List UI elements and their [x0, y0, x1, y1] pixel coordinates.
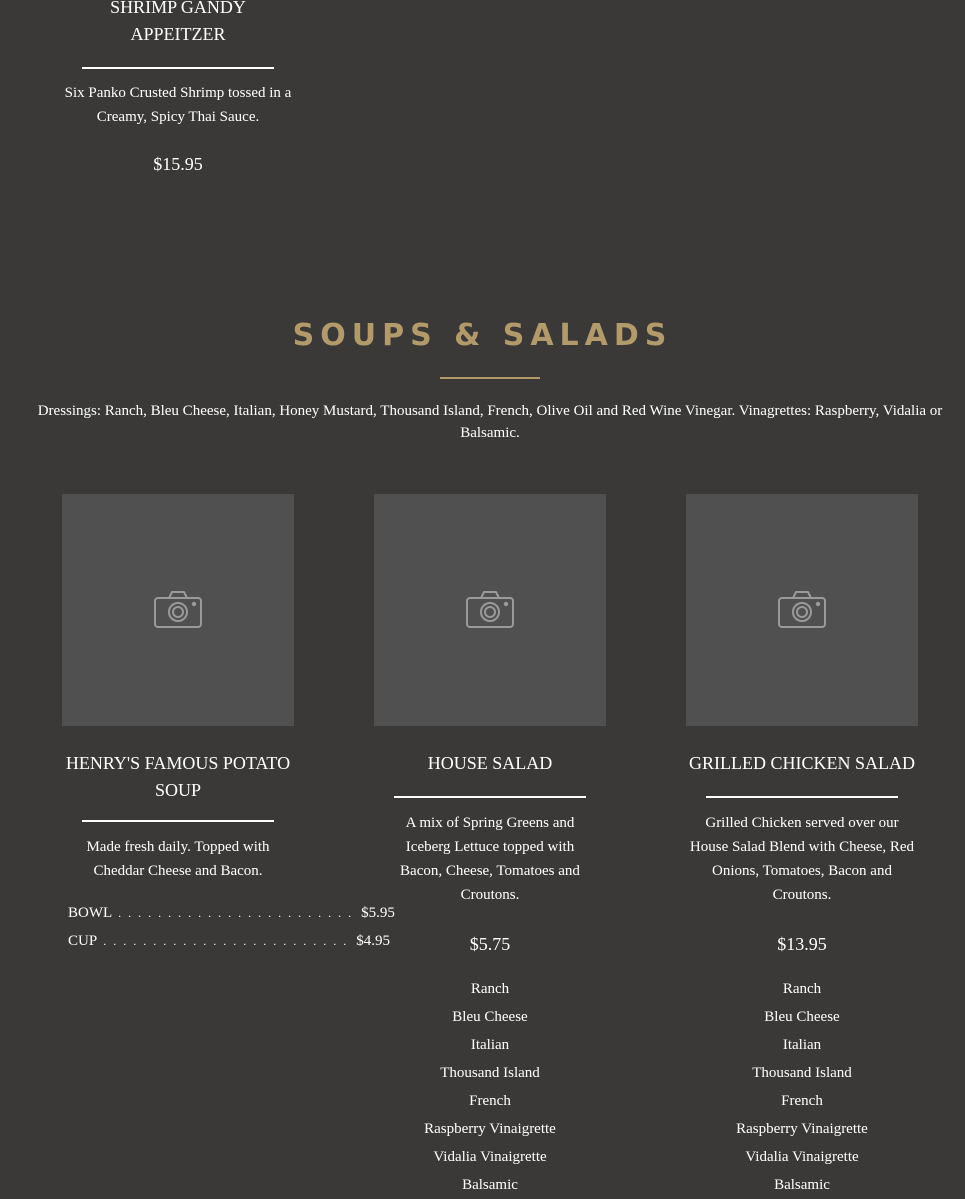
size-row-cup	[68, 933, 390, 961]
dressing-option: Balsamic	[774, 1177, 830, 1193]
dressing-option: Vidalia Vinaigrette	[433, 1149, 547, 1165]
section-title: SOUPS & SALADS	[292, 318, 673, 353]
menu-item-price: $15.95	[153, 154, 203, 174]
dressing-options	[354, 975, 626, 1199]
item-photo-placeholder	[374, 494, 606, 726]
item-photo-placeholder	[686, 494, 918, 726]
dressing-option: Balsamic	[462, 1177, 518, 1193]
size-label: BOWL	[68, 905, 113, 921]
menu-item-description: A mix of Spring Greens and Iceberg Lettuce topped with Bacon, Cheese, Tomatoes and Croutons.	[400, 815, 580, 903]
title-divider	[394, 796, 586, 798]
dot-leader: . . . . . . . . . . . . . . . . . . . . . . . .	[118, 906, 354, 920]
title-divider	[82, 820, 274, 822]
dressing-option: Italian	[782, 1037, 822, 1053]
dressing-option: Raspberry Vinaigrette	[736, 1121, 868, 1137]
menu-item-title: HOUSE SALAD	[427, 753, 553, 773]
dressing-option: Thousand Island	[440, 1065, 540, 1081]
menu-item-description: Made fresh daily. Topped with Cheddar Cheese and Bacon.	[86, 839, 270, 879]
title-divider	[706, 796, 898, 798]
dressing-option: Bleu Cheese	[764, 1009, 840, 1025]
camera-icon	[777, 590, 827, 630]
menu-item-price: $5.75	[469, 934, 511, 954]
dressings-note: Dressings: Ranch, Bleu Cheese, Italian, Honey Mustard, Thousand Island, French, Olive Oil and Red Wine Vinegar. Vinagrettes: Raspberry, Vidalia or Balsamic.	[37, 403, 943, 441]
dressing-option: Ranch	[470, 981, 510, 997]
menu-item-shrimp-gandy	[62, 0, 294, 175]
menu-item-title: HENRY'S FAMOUS POTATO SOUP	[65, 753, 291, 800]
camera-icon	[465, 590, 515, 630]
camera-icon	[153, 590, 203, 630]
dressing-option: French	[781, 1093, 823, 1109]
dressing-option: French	[469, 1093, 511, 1109]
dressing-option: Vidalia Vinaigrette	[745, 1149, 859, 1165]
dressing-option: Raspberry Vinaigrette	[424, 1121, 556, 1137]
dot-leader: . . . . . . . . . . . . . . . . . . . . . . . . .	[103, 934, 349, 948]
size-row-bowl	[68, 905, 395, 933]
menu-item-title: SHRIMP GANDY APPEITZER	[110, 0, 246, 44]
section-divider	[440, 377, 540, 379]
menu-item-price: $13.95	[777, 934, 827, 954]
size-price-list	[42, 905, 395, 961]
size-label: CUP	[68, 933, 98, 949]
dressing-options	[666, 975, 938, 1199]
dressing-option: Italian	[470, 1037, 510, 1053]
menu-item-grilled-chicken-salad	[686, 494, 918, 1193]
menu-item-title: GRILLED CHICKEN SALAD	[689, 753, 915, 773]
menu-item-description: Grilled Chicken served over our House Salad Blend with Cheese, Red Onions, Tomatoes, Bacon and Croutons.	[689, 815, 915, 903]
size-price: $5.95	[361, 905, 395, 921]
item-photo-placeholder	[62, 494, 294, 726]
dressing-option: Ranch	[782, 981, 822, 997]
size-price: $4.95	[356, 933, 390, 949]
dressing-option: Thousand Island	[752, 1065, 852, 1081]
menu-item-potato-soup	[62, 494, 395, 949]
menu-item-description: Six Panko Crusted Shrimp tossed in a Creamy, Spicy Thai Sauce.	[64, 85, 292, 125]
title-divider	[82, 67, 274, 69]
dressing-option: Bleu Cheese	[452, 1009, 528, 1025]
